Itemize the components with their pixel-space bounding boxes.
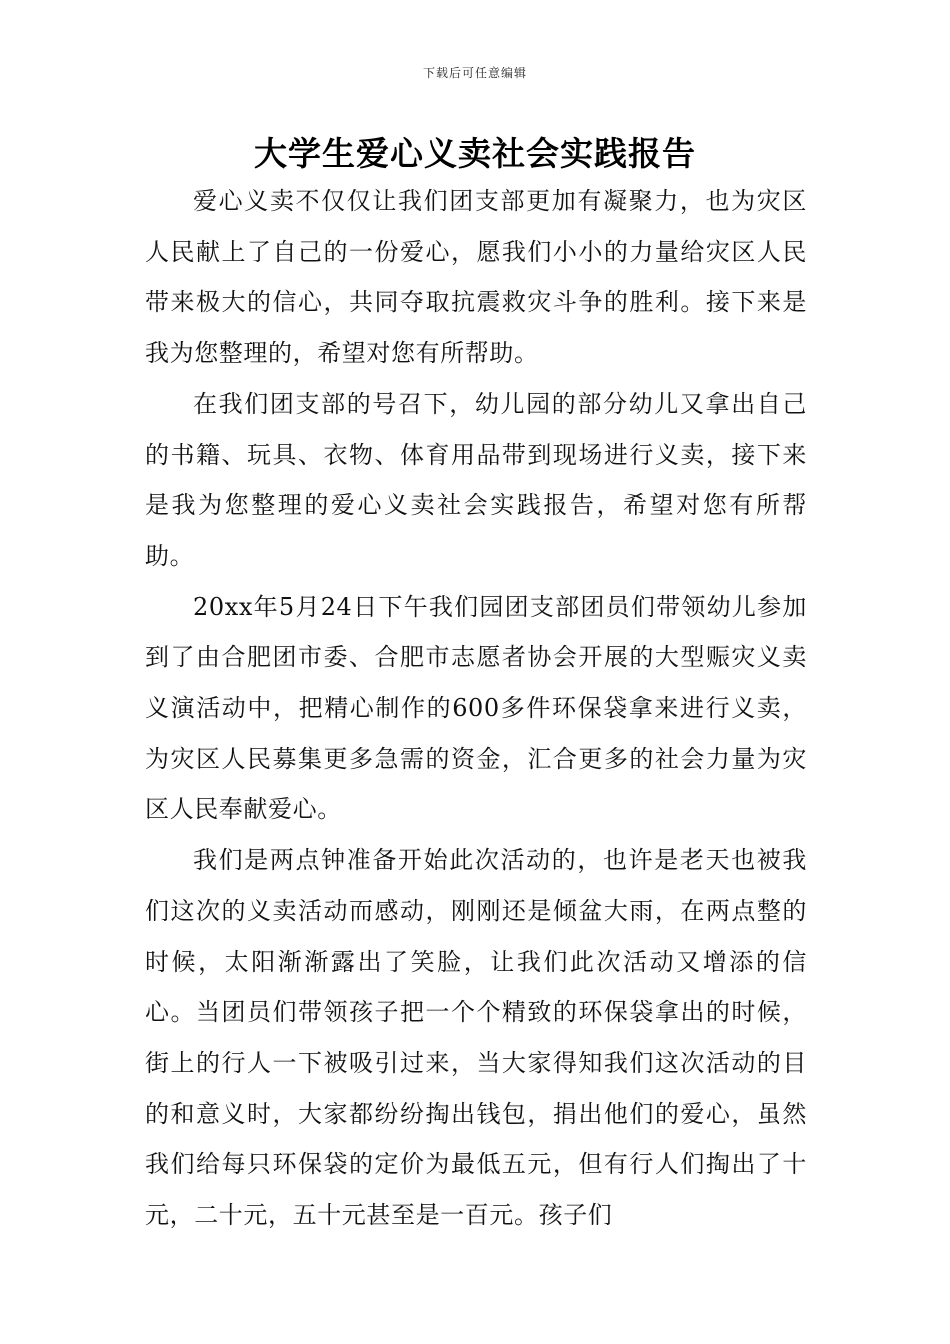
page-header-note: 下载后可任意编辑 [422,66,527,80]
document-body [145,176,807,1241]
body-paragraph-1: 爱心义卖不仅仅让我们团支部更加有凝聚力，也为灾区人民献上了自己的一份爱心，愿我们小小的力量给灾区人民带来极大的信心，共同夺取抗震救灾斗争的胜利。接下来是我为您整理的，希望对您有所帮助。 [145,187,807,368]
document-title: 大学生爱心义卖社会实践报告 [254,134,696,173]
body-paragraph-3: 20xx年5月24日下午我们园团支部团员们带领幼儿参加到了由合肥团市委、合肥市志愿者协会开展的大型赈灾义卖义演活动中，把精心制作的600多件环保袋拿来进行义卖，为灾区人民募集更多急需的资金，汇合更多的社会力量为灾区人民奉献爱心。 [145,592,807,824]
body-paragraph-2: 在我们团支部的号召下，幼儿园的部分幼儿又拿出自己的书籍、玩具、衣物、体育用品带到现场进行义卖，接下来是我为您整理的爱心义卖社会实践报告，希望对您有所帮助。 [145,389,807,570]
body-paragraph-4: 我们是两点钟准备开始此次活动的，也许是老天也被我们这次的义卖活动而感动，刚刚还是倾盆大雨，在两点整的时候，太阳渐渐露出了笑脸，让我们此次活动又增添的信心。当团员们带领孩子把一个个精致的环保袋拿出的时候，街上的行人一下被吸引过来，当大家得知我们这次活动的目的和意义时，大家都纷纷掏出钱包，捐出他们的爱心，虽然我们给每只环保袋的定价为最低五元，但有行人们掏出了十元，二十元，五十元甚至是一百元。孩子们 [145,846,807,1230]
